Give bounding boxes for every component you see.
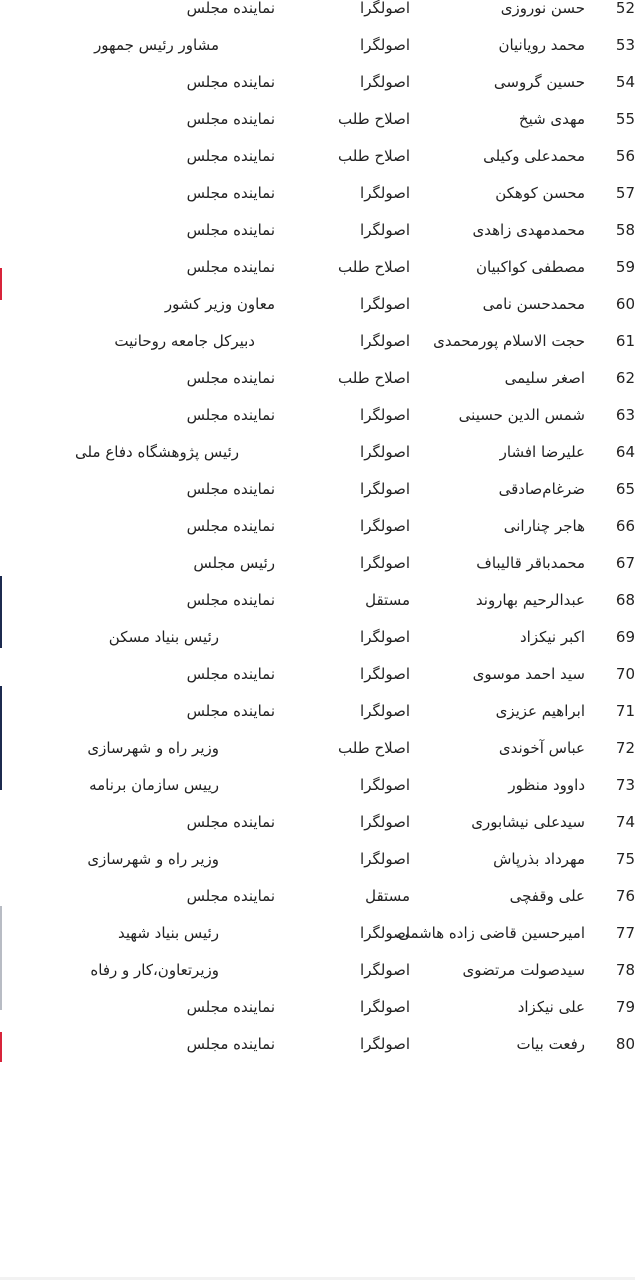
row-number: 52: [615, 0, 635, 17]
faction: اصولگرا: [360, 702, 410, 720]
edge-marker: [0, 576, 2, 648]
faction: اصولگرا: [360, 221, 410, 239]
candidate-name: حسین گروسی: [493, 73, 585, 91]
table-row: [0, 0, 635, 27]
table-row: [0, 619, 635, 656]
candidate-name: اصغر سلیمی: [504, 369, 585, 387]
row-number: 59: [615, 258, 635, 276]
faction: اصولگرا: [360, 776, 410, 794]
candidate-name: رفعت بیات: [516, 1035, 585, 1053]
position: نماینده مجلس: [186, 73, 275, 91]
candidate-name: مصطفی کواکبیان: [475, 258, 585, 276]
table-row: [0, 249, 635, 286]
row-number: 53: [615, 36, 635, 54]
edge-marker: [0, 1032, 2, 1062]
candidate-name: حجت الاسلام پورمحمدی: [433, 332, 585, 350]
faction: اصولگرا: [360, 1035, 410, 1053]
faction: اصولگرا: [360, 628, 410, 646]
row-number: 72: [615, 739, 635, 757]
position: نماینده مجلس: [186, 517, 275, 535]
position: نماینده مجلس: [186, 406, 275, 424]
table-row: [0, 471, 635, 508]
faction: اصولگرا: [360, 665, 410, 683]
table-row: [0, 545, 635, 582]
position: نماینده مجلس: [186, 221, 275, 239]
position: نماینده مجلس: [186, 998, 275, 1016]
table-row: [0, 767, 635, 804]
table-row: [0, 656, 635, 693]
position: دبیرکل جامعه روحانیت: [114, 332, 255, 350]
position: نماینده مجلس: [186, 665, 275, 683]
position: نماینده مجلس: [186, 813, 275, 831]
table-row: [0, 582, 635, 619]
faction: اصولگرا: [360, 332, 410, 350]
faction: اصولگرا: [360, 443, 410, 461]
table-row: [0, 508, 635, 545]
faction: مستقل: [365, 591, 410, 609]
table-row: [0, 175, 635, 212]
position: رئیس پژوهشگاه دفاع ملی: [75, 443, 239, 461]
candidate-name: ابراهیم عزیزی: [495, 702, 585, 720]
row-number: 56: [615, 147, 635, 165]
candidate-name: داوود منظور: [508, 776, 585, 794]
edge-marker: [0, 686, 2, 790]
candidate-name: علی نیکزاد: [517, 998, 585, 1016]
faction: اصولگرا: [360, 924, 410, 942]
table-row: [0, 804, 635, 841]
row-number: 76: [615, 887, 635, 905]
position: رئیس بنیاد مسکن: [108, 628, 219, 646]
position: نماینده مجلس: [186, 702, 275, 720]
faction: اصولگرا: [360, 998, 410, 1016]
position: نماینده مجلس: [186, 147, 275, 165]
row-number: 75: [615, 850, 635, 868]
faction: اصلاح طلب: [338, 369, 410, 387]
candidate-name: محمدباقر قالیباف: [476, 554, 585, 572]
row-number: 66: [615, 517, 635, 535]
table-row: [0, 989, 635, 1026]
position: رئیس بنیاد شهید: [118, 924, 219, 942]
row-number: 68: [615, 591, 635, 609]
candidate-name: هاجر چنارانی: [503, 517, 585, 535]
table-row: [0, 286, 635, 323]
candidate-name: محمدمهدی زاهدی: [472, 221, 585, 239]
row-number: 80: [615, 1035, 635, 1053]
faction: اصلاح طلب: [338, 258, 410, 276]
candidate-name: مهدی شیخ: [518, 110, 585, 128]
position: معاون وزیر کشور: [164, 295, 275, 313]
candidate-name: علی وقفچی: [509, 887, 585, 905]
row-number: 67: [615, 554, 635, 572]
faction: اصولگرا: [360, 813, 410, 831]
table-row: [0, 360, 635, 397]
row-number: 58: [615, 221, 635, 239]
row-number: 78: [615, 961, 635, 979]
row-number: 64: [615, 443, 635, 461]
edge-marker: [0, 906, 2, 1010]
faction: اصولگرا: [360, 406, 410, 424]
position: وزیرتعاون،کار و رفاه: [90, 961, 219, 979]
position: رئیس مجلس: [193, 554, 275, 572]
row-number: 55: [615, 110, 635, 128]
position: رییس سازمان برنامه: [89, 776, 219, 794]
row-number: 54: [615, 73, 635, 91]
candidate-name: اکبر نیکزاد: [520, 628, 585, 646]
position: نماینده مجلس: [186, 887, 275, 905]
candidate-name: شمس الدین حسینی: [458, 406, 585, 424]
candidate-name: سیدعلی نیشابوری: [471, 813, 585, 831]
candidate-name: مهرداد بذرپاش: [493, 850, 585, 868]
candidate-name: محسن کوهکن: [495, 184, 585, 202]
faction: اصولگرا: [360, 850, 410, 868]
table-row: [0, 952, 635, 989]
table-row: [0, 693, 635, 730]
candidate-name: سید احمد موسوی: [472, 665, 585, 683]
position: نماینده مجلس: [186, 184, 275, 202]
position: نماینده مجلس: [186, 258, 275, 276]
row-number: 62: [615, 369, 635, 387]
faction: اصلاح طلب: [338, 147, 410, 165]
faction: اصولگرا: [360, 517, 410, 535]
row-number: 65: [615, 480, 635, 498]
faction: اصولگرا: [360, 36, 410, 54]
row-number: 73: [615, 776, 635, 794]
row-number: 77: [615, 924, 635, 942]
table-row: [0, 730, 635, 767]
row-number: 57: [615, 184, 635, 202]
row-number: 79: [615, 998, 635, 1016]
candidate-name: عبدالرحیم بهاروند: [475, 591, 585, 609]
faction: اصولگرا: [360, 0, 410, 17]
faction: مستقل: [365, 887, 410, 905]
table-row: [0, 841, 635, 878]
table-row: [0, 101, 635, 138]
candidate-name: حسن نوروزی: [500, 0, 585, 17]
faction: اصولگرا: [360, 73, 410, 91]
row-number: 61: [615, 332, 635, 350]
table-row: [0, 878, 635, 915]
table-row: [0, 1026, 635, 1063]
table-row: [0, 138, 635, 175]
position: نماینده مجلس: [186, 0, 275, 17]
position: مشاور رئیس جمهور: [94, 36, 219, 54]
table-row: [0, 397, 635, 434]
table-row: [0, 434, 635, 471]
table-row: [0, 915, 635, 952]
faction: اصلاح طلب: [338, 739, 410, 757]
faction: اصلاح طلب: [338, 110, 410, 128]
position: نماینده مجلس: [186, 591, 275, 609]
candidate-name: محمد رویانیان: [498, 36, 585, 54]
position: نماینده مجلس: [186, 1035, 275, 1053]
row-number: 71: [615, 702, 635, 720]
table-row: [0, 64, 635, 101]
position: نماینده مجلس: [186, 480, 275, 498]
row-number: 69: [615, 628, 635, 646]
candidate-name: محمدحسن نامی: [482, 295, 585, 313]
faction: اصولگرا: [360, 554, 410, 572]
row-number: 63: [615, 406, 635, 424]
table-row: [0, 323, 635, 360]
candidate-name: محمدعلی وکیلی: [483, 147, 585, 165]
position: وزیر راه و شهرسازی: [87, 739, 219, 757]
row-number: 60: [615, 295, 635, 313]
position: نماینده مجلس: [186, 369, 275, 387]
candidate-name: علیرضا افشار: [499, 443, 585, 461]
candidate-name: امیرحسین قاضی زاده هاشمی: [397, 924, 585, 942]
faction: اصولگرا: [360, 184, 410, 202]
position: وزیر راه و شهرسازی: [87, 850, 219, 868]
faction: اصولگرا: [360, 480, 410, 498]
candidate-name: ضرغام‌صادقی: [498, 480, 585, 498]
table-row: [0, 212, 635, 249]
row-number: 70: [615, 665, 635, 683]
faction: اصولگرا: [360, 295, 410, 313]
candidate-name: سیدصولت مرتضوی: [462, 961, 585, 979]
candidate-name: عباس آخوندی: [498, 739, 585, 757]
table-row: [0, 27, 635, 64]
row-number: 74: [615, 813, 635, 831]
faction: اصولگرا: [360, 961, 410, 979]
edge-marker: [0, 268, 2, 300]
position: نماینده مجلس: [186, 110, 275, 128]
